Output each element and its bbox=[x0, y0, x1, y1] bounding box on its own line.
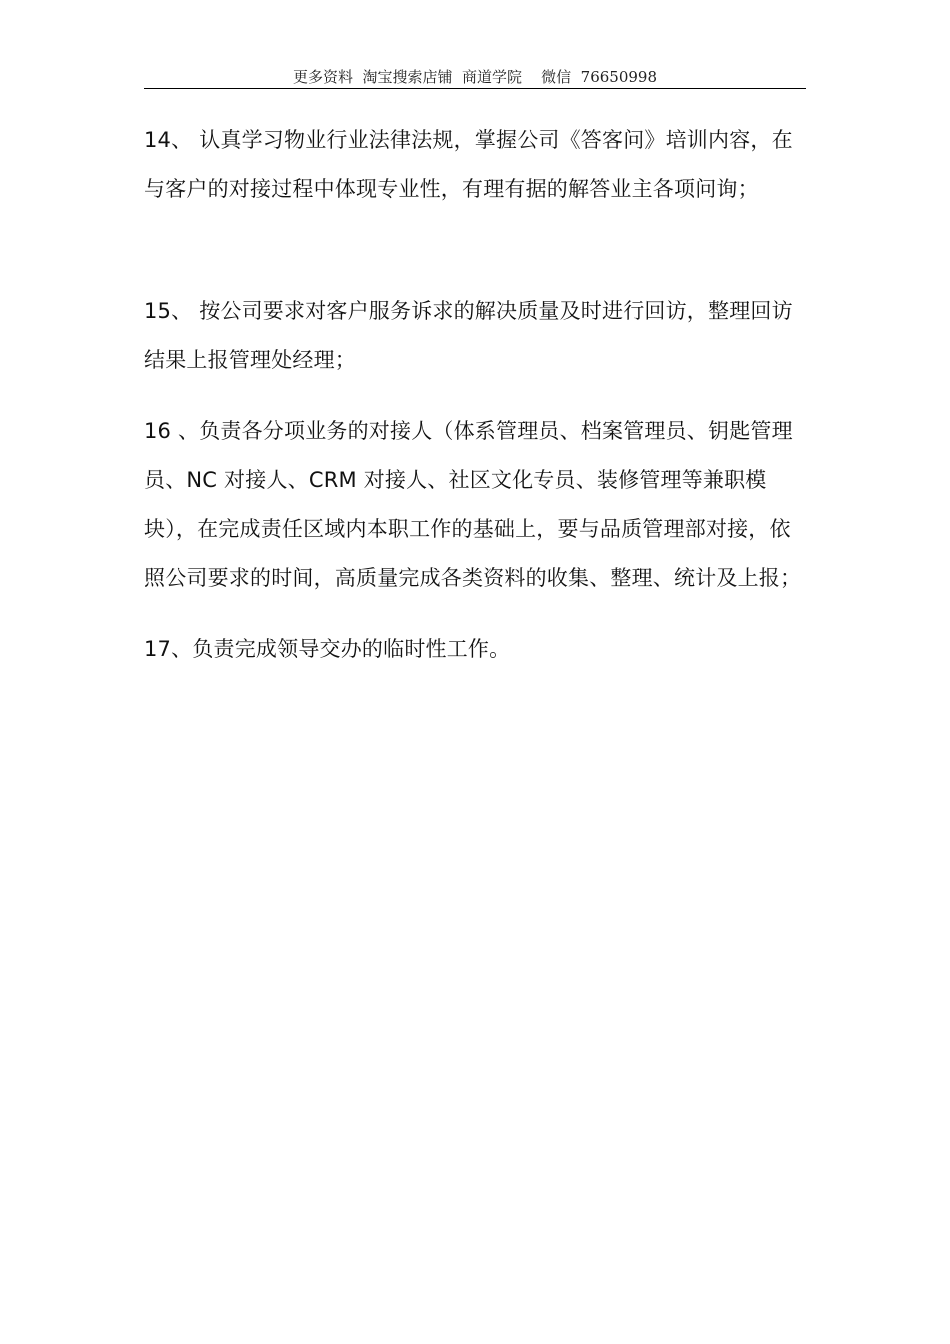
header-divider bbox=[144, 88, 806, 89]
item-14: 14、 认真学习物业行业法律法规，掌握公司《答客问》培训内容，在与客户的对接过程中体现专业性，有理有据的解答业主各项问询； bbox=[144, 128, 793, 201]
page-header: 更多资料 淘宝搜索店铺 商道学院 微信 76650998 bbox=[292, 68, 658, 86]
item-17: 17、负责完成领导交办的临时性工作。 bbox=[144, 637, 511, 661]
item-15: 15、 按公司要求对客户服务诉求的解决质量及时进行回访，整理回访结果上报管理处经理； bbox=[144, 299, 793, 372]
item-16: 16 、负责各分项业务的对接人（体系管理员、档案管理员、钥匙管理员、NC 对接人、CRM 对接人、社区文化专员、装修管理等兼职模块），在完成责任区域内本职工作的基础上，要与品质管理部对接，依照公司要求的时间，高质量完成各类资料的收集、整理、统计及上报； bbox=[144, 419, 802, 590]
document-body bbox=[144, 116, 808, 674]
